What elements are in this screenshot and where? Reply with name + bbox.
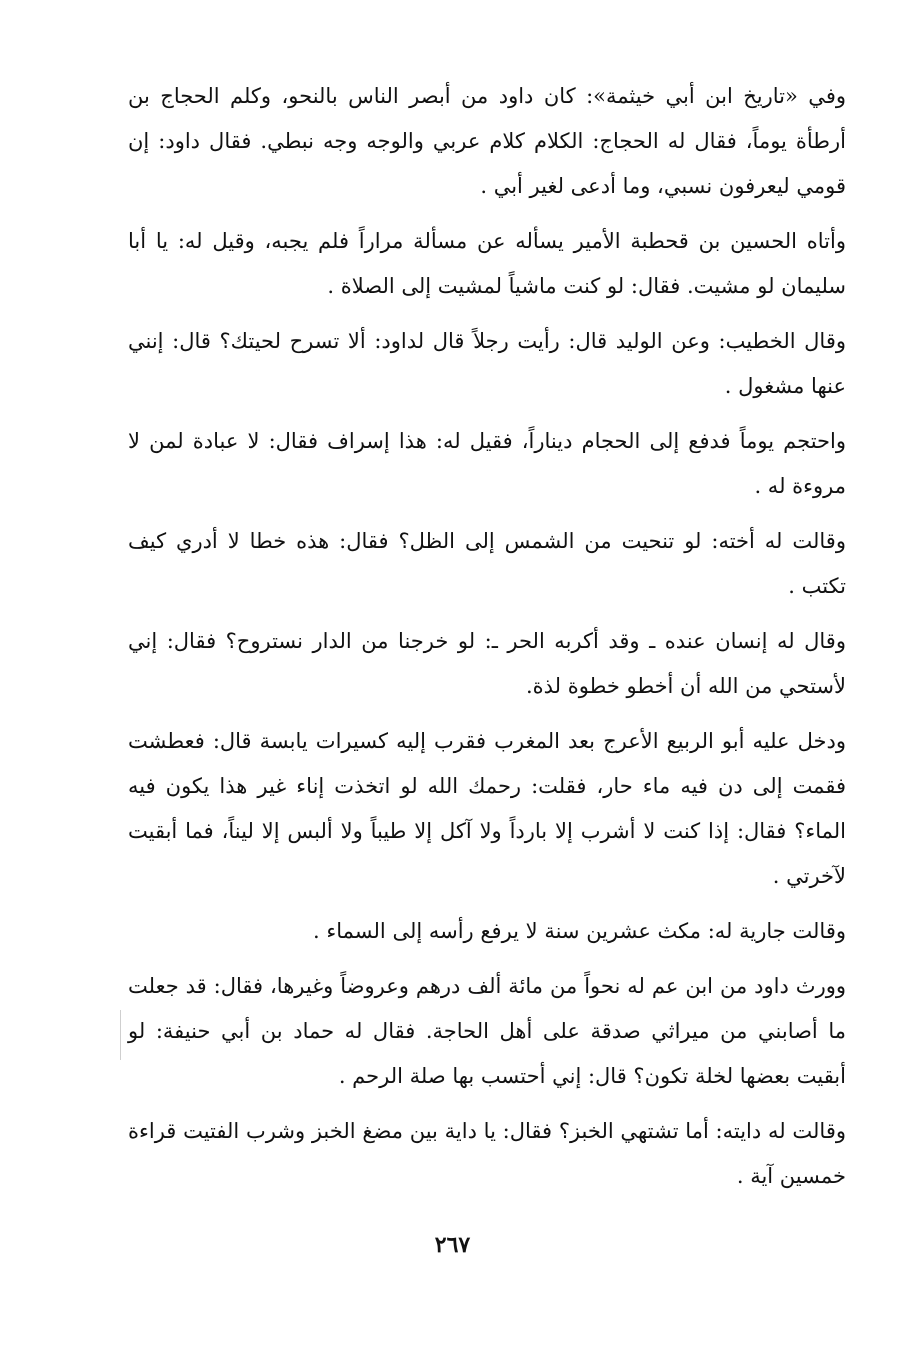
paragraph: وقالت له أخته: لو تنحيت من الشمس إلى الظل؟ فقال: هذه خطا لا أدري كيف تكتب . <box>128 529 846 598</box>
paragraph: ودخل عليه أبو الربيع الأعرج بعد المغرب فقرب إليه كسيرات يابسة قال: فعطشت فقمت إلى دن فيه ماء حار، فقلت: رحمك الله لو اتخذت إناء غير هذا يكون فيه الماء؟ فقال: إذا كنت لا أشرب إلا بارداً ولا آكل إلا طيباً ولا ألبس إلا ليناً، فما أبقيت لآخرتي . <box>128 729 847 888</box>
paragraph: وفي «تاريخ ابن أبي خيثمة»: كان داود من أبصر الناس بالنحو، وكلم الحجاج بن أرطأة يوماً، فقال له الحجاج: الكلام كلام عربي والوجه وجه نبطي. فقال داود: إن قومي ليعرفون نسبي، وما أدعى لغير أبي . <box>128 84 846 198</box>
paragraph: وأتاه الحسين بن قحطبة الأمير يسأله عن مسألة مراراً فلم يجبه، وقيل له: يا أبا سليمان لو مشيت. فقال: لو كنت ماشياً لمشيت إلى الصلاة . <box>128 229 846 298</box>
paragraph: وورث داود من ابن عم له نحواً من مائة ألف درهم وعروضاً وغيرها، فقال: قد جعلت ما أصابني من ميراثي صدقة على أهل الحاجة. فقال له حماد بن أبي حنيفة: لو أبقيت بعضها لخلة تكون؟ قال: إني أحتسب بها صلة الرحم . <box>128 974 846 1088</box>
paragraph: وقال له إنسان عنده ـ وقد أكربه الحر ـ: لو خرجنا من الدار نستروح؟ فقال: إني لأستحي من الله أن أخطو خطوة لذة. <box>128 629 846 698</box>
paragraph: وقالت له دايته: أما تشتهي الخبز؟ فقال: يا داية بين مضغ الخبز وشرب الفتيت قراءة خمسين آية . <box>128 1119 846 1188</box>
paragraph: واحتجم يوماً فدفع إلى الحجام ديناراً، فقيل له: هذا إسراف فقال: لا عبادة لمن لا مروءة له . <box>128 429 846 498</box>
page-number: ٢٦٧ <box>434 1232 471 1258</box>
paragraph: وقال الخطيب: وعن الوليد قال: رأيت رجلاً قال لداود: ألا تسرح لحيتك؟ قال: إنني عنها مشغول . <box>128 329 846 398</box>
paragraph: وقالت جارية له: مكث عشرين سنة لا يرفع رأسه إلى السماء . <box>313 919 846 943</box>
body-text <box>128 74 846 1209</box>
margin-mark <box>120 1010 121 1060</box>
